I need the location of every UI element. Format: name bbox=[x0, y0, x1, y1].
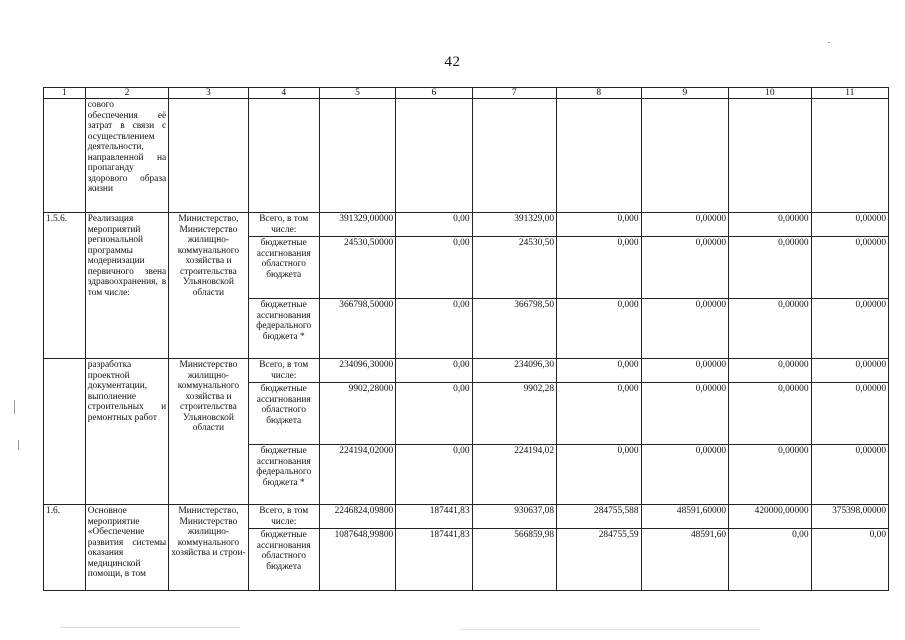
column-number: 9 bbox=[641, 88, 729, 99]
value-cell: 0,00000 bbox=[729, 213, 811, 237]
value-cell: 0,000 bbox=[557, 213, 642, 237]
value-cell: 24530,50 bbox=[472, 237, 557, 299]
value-cell: 0,00000 bbox=[811, 383, 888, 445]
table-row bbox=[44, 505, 889, 529]
value-cell: 187441,83 bbox=[396, 505, 472, 529]
cell-empty bbox=[169, 99, 248, 213]
value-cell: 48591,60000 bbox=[641, 505, 729, 529]
value-cell: 0,00000 bbox=[729, 237, 811, 299]
scan-speck bbox=[828, 42, 830, 43]
value-cell: 48591,60 bbox=[641, 529, 729, 591]
value-cell: 0,00000 bbox=[641, 299, 729, 359]
funding-source: бюджетные ассигнования областного бюджета bbox=[248, 237, 319, 299]
value-cell: 0,00 bbox=[729, 529, 811, 591]
cell-empty bbox=[319, 99, 395, 213]
value-cell: 0,00000 bbox=[811, 359, 888, 383]
column-number: 2 bbox=[85, 88, 168, 99]
scan-speck bbox=[14, 400, 15, 414]
funding-source: бюджетные ассигнования федерального бюджета * bbox=[248, 445, 319, 505]
value-cell: 0,000 bbox=[557, 445, 642, 505]
value-cell: 391329,00 bbox=[472, 213, 557, 237]
value-cell: 0,000 bbox=[557, 299, 642, 359]
executor: Министерство, Министерство жилищно-коммунального хозяйства и строительства Ульяновской области bbox=[169, 213, 248, 359]
value-cell: 0,00000 bbox=[641, 445, 729, 505]
value-cell: 0,00000 bbox=[641, 213, 729, 237]
column-number: 5 bbox=[319, 88, 395, 99]
column-number: 1 bbox=[44, 88, 86, 99]
column-number: 7 bbox=[472, 88, 557, 99]
value-cell: 0,00000 bbox=[641, 237, 729, 299]
value-cell: 0,00 bbox=[396, 383, 472, 445]
scan-speck bbox=[18, 440, 19, 450]
column-number: 8 bbox=[557, 88, 642, 99]
cell-empty bbox=[729, 99, 811, 213]
measure-name: разработка проектной документации, выполнение строительных и ремонтных работ bbox=[85, 359, 168, 505]
funding-source: бюджетные ассигнования федерального бюджета * bbox=[248, 299, 319, 359]
cell-empty bbox=[557, 99, 642, 213]
value-cell: 0,00000 bbox=[641, 359, 729, 383]
cell-empty bbox=[44, 359, 86, 505]
value-cell: 2246824,09800 bbox=[319, 505, 395, 529]
measure-name: Реализация мероприятий региональной программы модернизации первичного звена здравоохранения, в том числе: bbox=[85, 213, 168, 359]
row-code: 1.5.6. bbox=[44, 213, 86, 359]
value-cell: 9902,28 bbox=[472, 383, 557, 445]
value-cell: 24530,50000 bbox=[319, 237, 395, 299]
column-number: 10 bbox=[729, 88, 811, 99]
funding-source: Всего, в том числе: bbox=[248, 505, 319, 529]
value-cell: 0,00000 bbox=[729, 299, 811, 359]
value-cell: 0,00000 bbox=[811, 445, 888, 505]
value-cell: 930637,08 bbox=[472, 505, 557, 529]
value-cell: 284755,588 bbox=[557, 505, 642, 529]
cell-empty bbox=[44, 99, 86, 213]
value-cell: 0,000 bbox=[557, 237, 642, 299]
value-cell: 0,00 bbox=[811, 529, 888, 591]
value-cell: 366798,50000 bbox=[319, 299, 395, 359]
funding-source: бюджетные ассигнования областного бюджета bbox=[248, 529, 319, 591]
value-cell: 0,00 bbox=[396, 237, 472, 299]
value-cell: 187441,83 bbox=[396, 529, 472, 591]
value-cell: 0,00 bbox=[396, 445, 472, 505]
page-number: 42 bbox=[444, 54, 461, 70]
value-cell: 0,00000 bbox=[729, 445, 811, 505]
table-row bbox=[44, 99, 889, 213]
measure-name-continued: сового обеспечения её затрат в связи с осуществлением деятельности, направленной на пропаганду здорового образа жизни bbox=[85, 99, 168, 213]
executor: Министерство, Министерство жилищно-коммунального хозяйства и строи- bbox=[169, 505, 248, 591]
budget-table bbox=[43, 87, 889, 591]
value-cell: 0,00000 bbox=[729, 383, 811, 445]
value-cell: 0,000 bbox=[557, 359, 642, 383]
value-cell: 366798,50 bbox=[472, 299, 557, 359]
value-cell: 0,00 bbox=[396, 213, 472, 237]
column-number: 4 bbox=[248, 88, 319, 99]
value-cell: 9902,28000 bbox=[319, 383, 395, 445]
value-cell: 0,00 bbox=[396, 359, 472, 383]
value-cell: 0,00000 bbox=[729, 359, 811, 383]
funding-source: бюджетные ассигнования областного бюджета bbox=[248, 383, 319, 445]
cell-empty bbox=[811, 99, 888, 213]
row-code: 1.6. bbox=[44, 505, 86, 591]
cell-empty bbox=[248, 99, 319, 213]
cell-empty bbox=[472, 99, 557, 213]
table-row bbox=[44, 359, 889, 383]
value-cell: 0,00000 bbox=[811, 237, 888, 299]
scan-speck bbox=[460, 629, 760, 630]
table-row bbox=[44, 213, 889, 237]
cell-empty bbox=[641, 99, 729, 213]
value-cell: 0,00000 bbox=[641, 383, 729, 445]
executor: Министерство жилищно-коммунального хозяйства и строительства Ульяновской области bbox=[169, 359, 248, 505]
value-cell: 0,00000 bbox=[811, 299, 888, 359]
value-cell: 224194,02000 bbox=[319, 445, 395, 505]
value-cell: 375398,00000 bbox=[811, 505, 888, 529]
measure-name: Основное мероприятие «Обеспечение развития системы оказания медицинской помощи, в том bbox=[85, 505, 168, 591]
scan-speck bbox=[60, 627, 240, 628]
value-cell: 566859,98 bbox=[472, 529, 557, 591]
value-cell: 284755,59 bbox=[557, 529, 642, 591]
value-cell: 420000,00000 bbox=[729, 505, 811, 529]
value-cell: 1087648,99800 bbox=[319, 529, 395, 591]
value-cell: 0,000 bbox=[557, 383, 642, 445]
column-numbers-row bbox=[44, 88, 889, 99]
column-number: 6 bbox=[396, 88, 472, 99]
value-cell: 234096,30000 bbox=[319, 359, 395, 383]
value-cell: 224194,02 bbox=[472, 445, 557, 505]
cell-empty bbox=[396, 99, 472, 213]
funding-source: Всего, в том числе: bbox=[248, 213, 319, 237]
value-cell: 0,00 bbox=[396, 299, 472, 359]
value-cell: 0,00000 bbox=[811, 213, 888, 237]
funding-source: Всего, в том числе: bbox=[248, 359, 319, 383]
value-cell: 234096,30 bbox=[472, 359, 557, 383]
column-number: 3 bbox=[169, 88, 248, 99]
column-number: 11 bbox=[811, 88, 888, 99]
value-cell: 391329,00000 bbox=[319, 213, 395, 237]
